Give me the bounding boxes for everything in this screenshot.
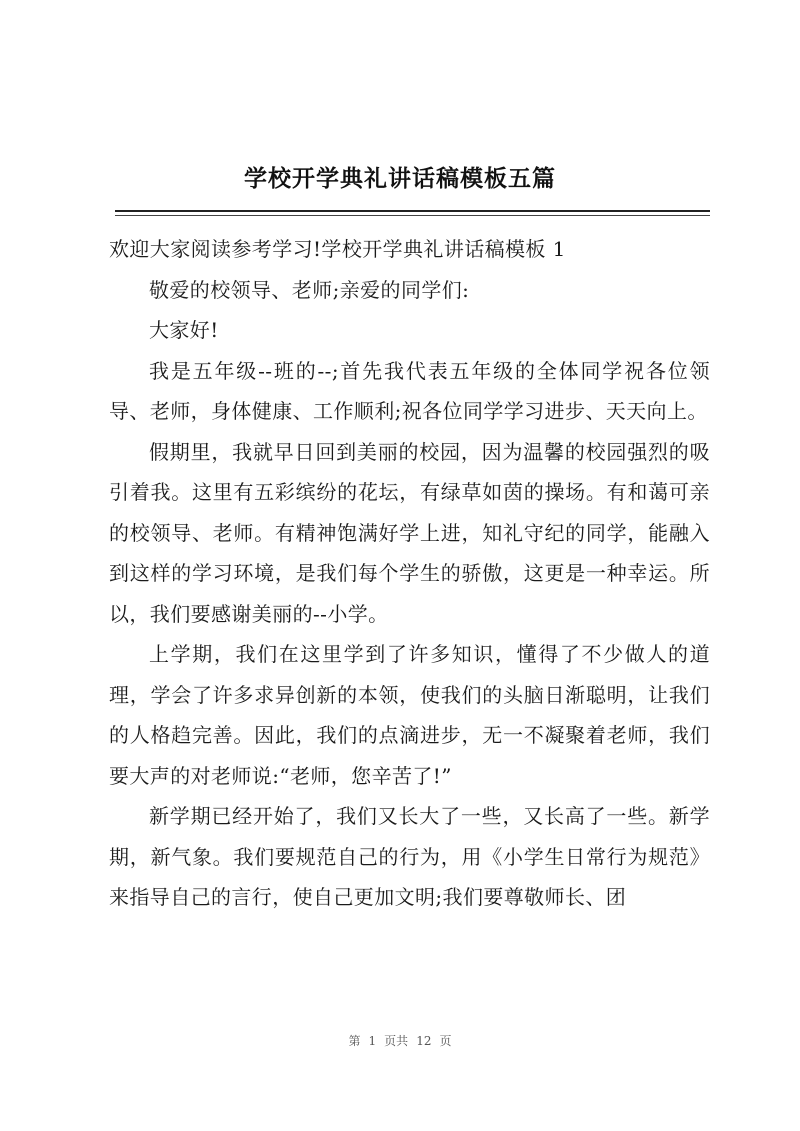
page-footer <box>0 1032 800 1049</box>
footer-prefix: 第 <box>348 1034 361 1048</box>
title-divider <box>115 210 710 212</box>
footer-total-pages: 12 <box>416 1034 432 1048</box>
footer-page-number: 1 <box>368 1034 377 1048</box>
footer-suffix: 页 <box>439 1034 452 1048</box>
intro-paragraph: 欢迎大家阅读参考学习!学校开学典礼讲话稿模板 1 <box>109 237 566 261</box>
document-body <box>109 229 710 918</box>
body-paragraph: 新学期已经开始了，我们又长大了一些，又长高了一些。新学期，新气象。我们要规范自己的行为，用《小学生日常行为规范》来指导自己的言行，使自己更加文明;我们要尊敬师长、团 <box>109 804 710 909</box>
greeting-paragraph: 大家好! <box>149 318 219 342</box>
document-title: 学校开学典礼讲话稿模板五篇 <box>244 165 556 192</box>
body-paragraph: 上学期，我们在这里学到了许多知识，懂得了不少做人的道理，学会了许多求异创新的本领，使我们的头脑日渐聪明，让我们的人格趋完善。因此，我们的点滴进步，无一不凝聚着老师，我们要大声的对老师说:“老师，您辛苦了!” <box>109 642 710 788</box>
footer-middle: 页共 <box>384 1034 409 1048</box>
salutation-paragraph: 敬爱的校领导、老师;亲爱的同学们: <box>149 277 470 302</box>
body-paragraph: 我是五年级--班的--;首先我代表五年级的全体同学祝各位领导、老师，身体健康、工作顺利;祝各位同学学习进步、天天向上。 <box>109 358 710 423</box>
body-paragraph: 假期里，我就早日回到美丽的校园，因为温馨的校园强烈的吸引着我。这里有五彩缤纷的花坛，有绿草如茵的操场。有和蔼可亲的校领导、老师。有精神饱满好学上进，知礼守纪的同学，能融入到这样的学习环境，是我们每个学生的骄傲，这更是一种幸运。所以，我们要感谢美丽的--小学。 <box>109 439 710 626</box>
title-divider-thin <box>115 215 710 216</box>
